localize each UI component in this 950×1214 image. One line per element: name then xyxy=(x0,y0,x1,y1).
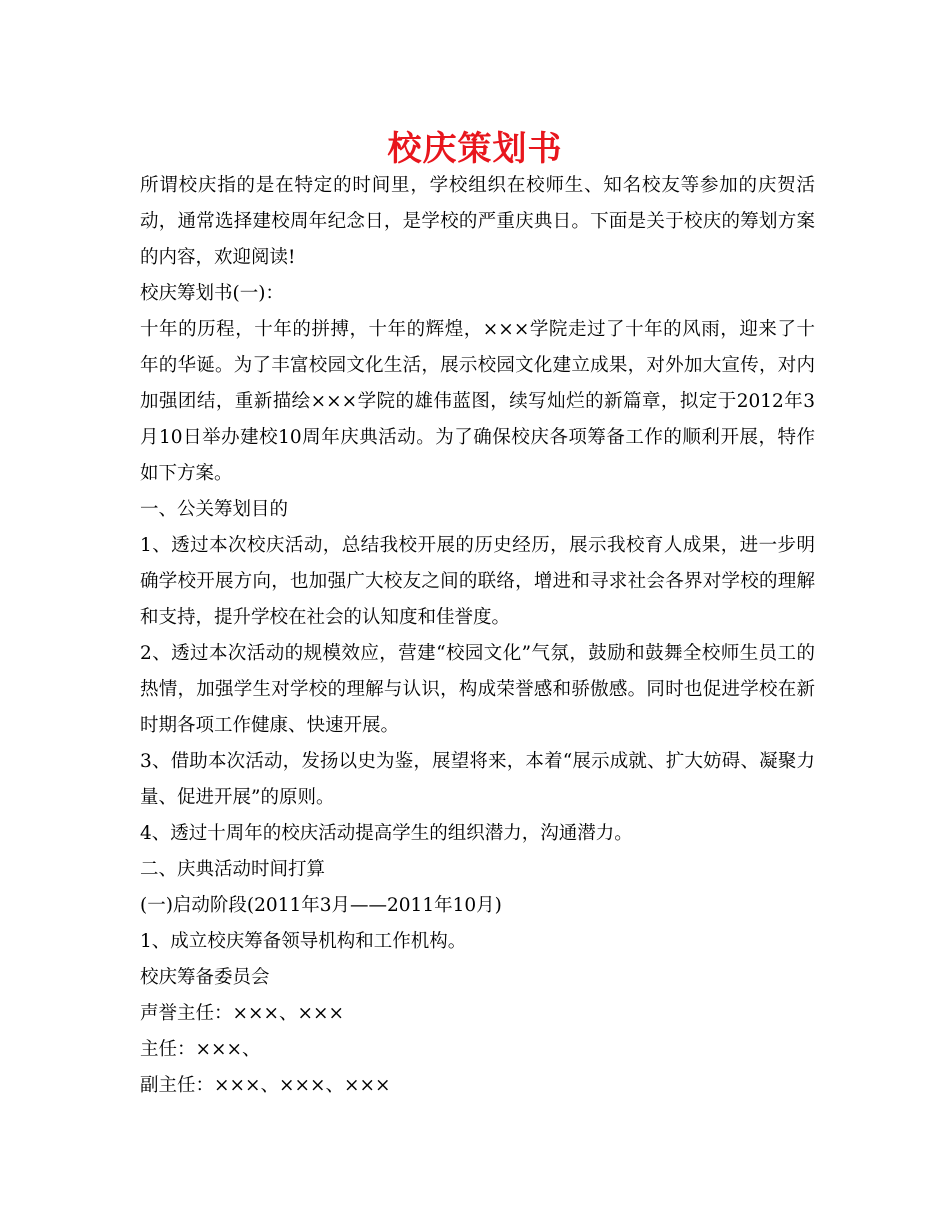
purpose-item-4: 4、透过十周年的校庆活动提高学生的组织潜力，沟通潜力。 xyxy=(140,823,633,844)
document-body xyxy=(140,168,815,1104)
purpose-item-2: 2、透过本次活动的规模效应，营建“校园文化”气氛，鼓励和鼓舞全校师生员工的热情，加强学生对学校的理解与认识，构成荣誉感和骄傲感。同时也促进学校在新时期各项工作健康、快速开展。 xyxy=(140,643,815,736)
subsection-heading-launch: (一)启动阶段(2011年3月——2011年10月) xyxy=(140,895,502,916)
purpose-item-3: 3、借助本次活动，发扬以史为鉴，展望将来，本着“展示成就、扩大妨碍、凝聚力量、促进开展”的原则。 xyxy=(140,751,815,808)
section-heading-purpose: 一、公关筹划目的 xyxy=(140,499,289,520)
committee-heading: 校庆筹备委员会 xyxy=(140,967,270,988)
deputy-director-line: 副主任：×××、×××、××× xyxy=(140,1075,391,1096)
intro-paragraph: 所谓校庆指的是在特定的时间里，学校组织在校师生、知名校友等参加的庆贺活动，通常选择建校周年纪念日，是学校的严重庆典日。下面是关于校庆的筹划方案的内容，欢迎阅读! xyxy=(140,175,815,268)
director-line: 主任：×××、 xyxy=(140,1039,261,1060)
document-title: 校庆策划书 xyxy=(387,129,563,169)
section-heading-plan-one: 校庆筹划书(一)： xyxy=(140,283,284,304)
purpose-item-1: 1、透过本次校庆活动，总结我校开展的历史经历，展示我校育人成果，进一步明确学校开展方向，也加强广大校友之间的联络，增进和寻求社会各界对学校的理解和支持，提升学校在社会的认知度和佳誉度。 xyxy=(140,535,815,628)
background-paragraph: 十年的历程，十年的拼搏，十年的辉煌，×××学院走过了十年的风雨，迎来了十年的华诞。为了丰富校园文化生活，展示校园文化建立成果，对外加大宣传，对内加强团结，重新描绘×××学院的雄伟蓝图，续写灿烂的新篇章，拟定于2012年3月10日举办建校10周年庆典活动。为了确保校庆各项筹备工作的顺利开展，特作如下方案。 xyxy=(140,319,815,484)
section-heading-schedule: 二、庆典活动时间打算 xyxy=(140,859,326,880)
launch-item-1: 1、成立校庆筹备领导机构和工作机构。 xyxy=(140,931,467,952)
honorary-director-line: 声誉主任：×××、××× xyxy=(140,1003,345,1024)
